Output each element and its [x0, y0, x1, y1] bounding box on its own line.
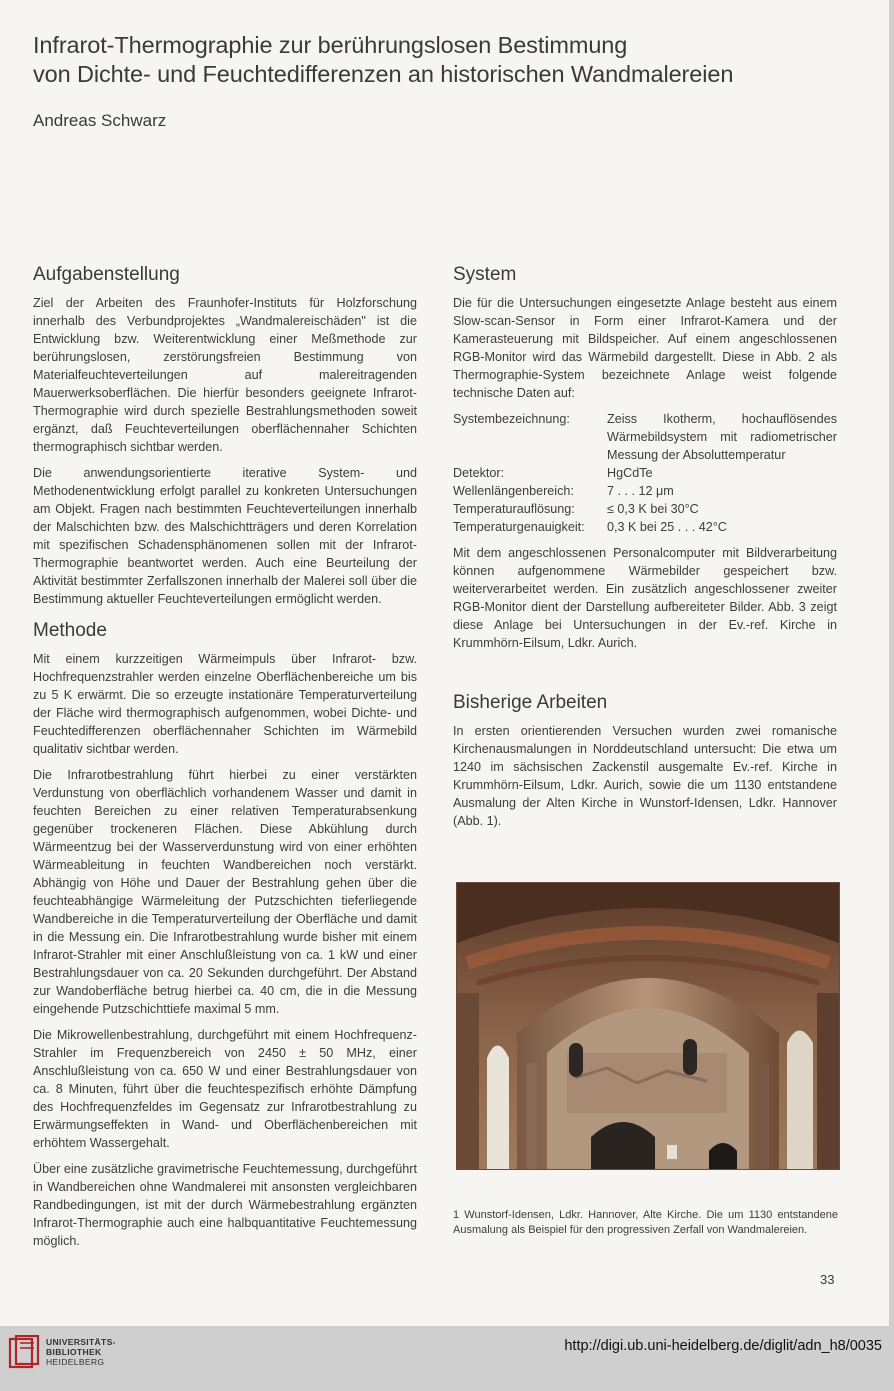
spec-value: 7 . . . 12 μm [607, 484, 674, 498]
paragraph: In ersten orientierenden Versuchen wurden zwei romanische Kirchenausmalungen in Norddeutschland untersucht: Die etwa um 1240 im sächsischen Zackenstil ausgemalte Ev.-ref. Kirche in Krummhörn-Eilsum, Ldkr. Aurich, sowie die um 1130 entstandene Ausmalung der Alten Kirche in Wunstorf-Idensen, Ldkr. Hannover (Abb. 1). [453, 724, 837, 828]
paragraph: Die Mikrowellenbestrahlung, durchgeführt mit einem Hochfrequenz-Strahler im Frequenzbereich von 2450 ± 50 MHz, einer Anschlußleistung von ca. 650 W und einer Bestrahlungsdauer von ca. 8 Minuten, führt über die feuchtespezifisch erhöhte Dämpfung des Hochfrequenzfeldes im Gegensatz zur Infrarotbestrahlung zu Erwärmungseffekten in Wand- und Oberflächenbereichen mit erhöhtem Wassergehalt. [33, 1028, 417, 1150]
paragraph: Mit dem angeschlossenen Personalcomputer mit Bildverarbeitung können aufgenommene Wärmebilder gespeichert bzw. weiterverarbeitet werden. Ein zusätzlich angeschlossener zweiter RGB-Monitor dient der Darstellung aufbereiteter Bilder. Abb. 3 zeigt diese Anlage bei Untersuchungen in der Ev.-ref. Kirche in Krummhörn-Eilsum, Ldkr. Aurich. [453, 546, 837, 650]
page-number: 33 [820, 1272, 835, 1287]
title-line-2: von Dichte- und Feuchtedifferenzen an historischen Wandmalereien [33, 61, 734, 87]
spec-row [453, 410, 837, 464]
spec-value: ≤ 0,3 K bei 30°C [607, 502, 699, 516]
spec-row [453, 464, 837, 482]
library-logo[interactable] [8, 1335, 116, 1369]
logo-line: BIBLIOTHEK [46, 1347, 102, 1357]
spec-key: Temperaturauflösung: [453, 502, 575, 516]
church-interior-photo [456, 882, 840, 1170]
paragraph: Die für die Untersuchungen eingesetzte Anlage besteht aus einem Slow-scan-Sensor in Form einer Infrarot-Kamera und der Kamerasteuerung mit Bildspeicher. Auf einem angeschlossenen RGB-Monitor wird das Wärmebild dargestellt. Diese in Abb. 2 als Thermographie-System bezeichnete Anlage weist folgende technische Daten auf: [453, 296, 837, 400]
heading-aufgabenstellung: Aufgabenstellung [33, 264, 180, 285]
spec-value: HgCdTe [607, 466, 653, 480]
spec-row [453, 500, 837, 518]
university-library-logo-icon [8, 1335, 40, 1369]
church-interior-illustration [457, 883, 839, 1169]
heading-system: System [453, 264, 517, 285]
spec-key: Wellenlängenbereich: [453, 484, 574, 498]
paragraph: Die anwendungsorientierte iterative System- und Methodenentwicklung erfolgt parallel zu konkreten Untersuchungen am Objekt. Fragen nach bestimmten Feuchteverteilungen innerhalb der Malschichten bzw. des Malschichtträgers und deren Korrelation mit spezifischen Schadensphänomenen sollen mit der Infrarot-Thermographie beantwortet werden. Auch eine Beurteilung der Aktivität bestimmter Zerfallszonen innerhalb der Malerei soll über die Bestimmung aktueller Feuchteverteilungen ermöglicht werden. [33, 466, 417, 606]
paragraph: Mit einem kurzzeitigen Wärmeimpuls über Infrarot- bzw. Hochfrequenzstrahler werden einzelne Oberflächenbereiche um bis zu 5 K erwärmt. Die so erzeugte instationäre Temperaturverteilung der Fläche wird thermographisch aufgenommen, wobei Dichte- und Feuchtedifferenzen oberflächennaher Schichten im Wärmebild qualitativ sichtbar werden. [33, 652, 417, 756]
logo-line: UNIVERSITÄTS- [46, 1337, 116, 1347]
spec-value: Zeiss Ikotherm, hochauflösendes Wärmebildsystem mit radiometrischer Messung der Absoluttemperatur [607, 412, 837, 462]
heading-bisherige-arbeiten: Bisherige Arbeiten [453, 692, 608, 713]
title-line-1: Infrarot-Thermographie zur berührungslosen Bestimmung [33, 32, 628, 58]
left-column [33, 264, 417, 1258]
article-title [33, 31, 853, 89]
spec-value: 0,3 K bei 25 . . . 42°C [607, 520, 727, 534]
spec-row [453, 482, 837, 500]
source-url-link[interactable]: http://digi.ub.uni-heidelberg.de/diglit/adn_h8/0035 [564, 1338, 882, 1354]
spec-row [453, 518, 837, 536]
paragraph: Über eine zusätzliche gravimetrische Feuchtemessung, durchgeführt in Wandbereichen ohne Wandmalerei mit ansonsten vergleichbaren Randbedingungen, ist mit der durch Wärmebestrahlung ergänzten Infrarot-Thermographie auch eine halbquantitative Feuchtemessung möglich. [33, 1162, 417, 1248]
right-column [453, 264, 837, 838]
paragraph: Ziel der Arbeiten des Fraunhofer-Instituts für Holzforschung innerhalb des Verbundprojektes „Wandmalereischäden" ist die Entwicklung bzw. Weiterentwicklung einer Meßmethode zur berührungslosen, zerstörungsfreien Bestimmung von Materialfeuchteverteilungen auf malereitragenden Mauerwerksoberflächen. Die hierfür besonders geeignete Infrarot-Thermographie wird durch spezielle Bestrahlungsmethoden soweit ergänzt, daß Feuchteverteilungen oberflächennaher Schichten thermographisch sichtbar werden. [33, 296, 417, 454]
spec-table [453, 410, 837, 536]
spec-key: Detektor: [453, 466, 505, 480]
author-name: Andreas Schwarz [33, 111, 167, 130]
figure-caption: 1 Wunstorf-Idensen, Ldkr. Hannover, Alte Kirche. Die um 1130 entstandene Ausmalung als Beispiel für den progressiven Zerfall von Wandmalereien. [453, 1209, 838, 1236]
heading-methode: Methode [33, 620, 107, 641]
paragraph: Die Infrarotbestrahlung führt hierbei zu einer verstärkten Verdunstung von oberflächlich vorhandenem Wasser und damit in feuchten Bereichen zu einer relativen Temperaturabsenkung gegenüber trockeneren Flächen. Diese Abkühlung durch Wärmeentzug bei der Wasserverdunstung wird von einer erhöhten Wärmeableitung in feuchten Wandbereichen noch verstärkt. Abhängig von Höhe und Dauer der Bestrahlung gehen über die feuchteabhängige Wärmeleitung der Putzschichten tieferliegende Wandbereiche in die Temperaturverteilung der Oberfläche und damit in die Messung ein. Die Infrarotbestrahlung wurde bisher mit einem Infrarot-Strahler mit einer Anschlußleistung von ca. 1 kW und einer Bestrahlungsdauer von ca. 20 Sekunden durchgeführt. Der Abstand zur Wandoberfläche betrug hierbei ca. 40 cm, die in die Messung eingehende Putzschichttiefe maximal 5 mm. [33, 768, 417, 1016]
spec-key: Temperaturgenauigkeit: [453, 520, 585, 534]
logo-text [46, 1337, 116, 1367]
logo-line: HEIDELBERG [46, 1357, 105, 1367]
spec-key: Systembezeichnung: [453, 412, 570, 426]
